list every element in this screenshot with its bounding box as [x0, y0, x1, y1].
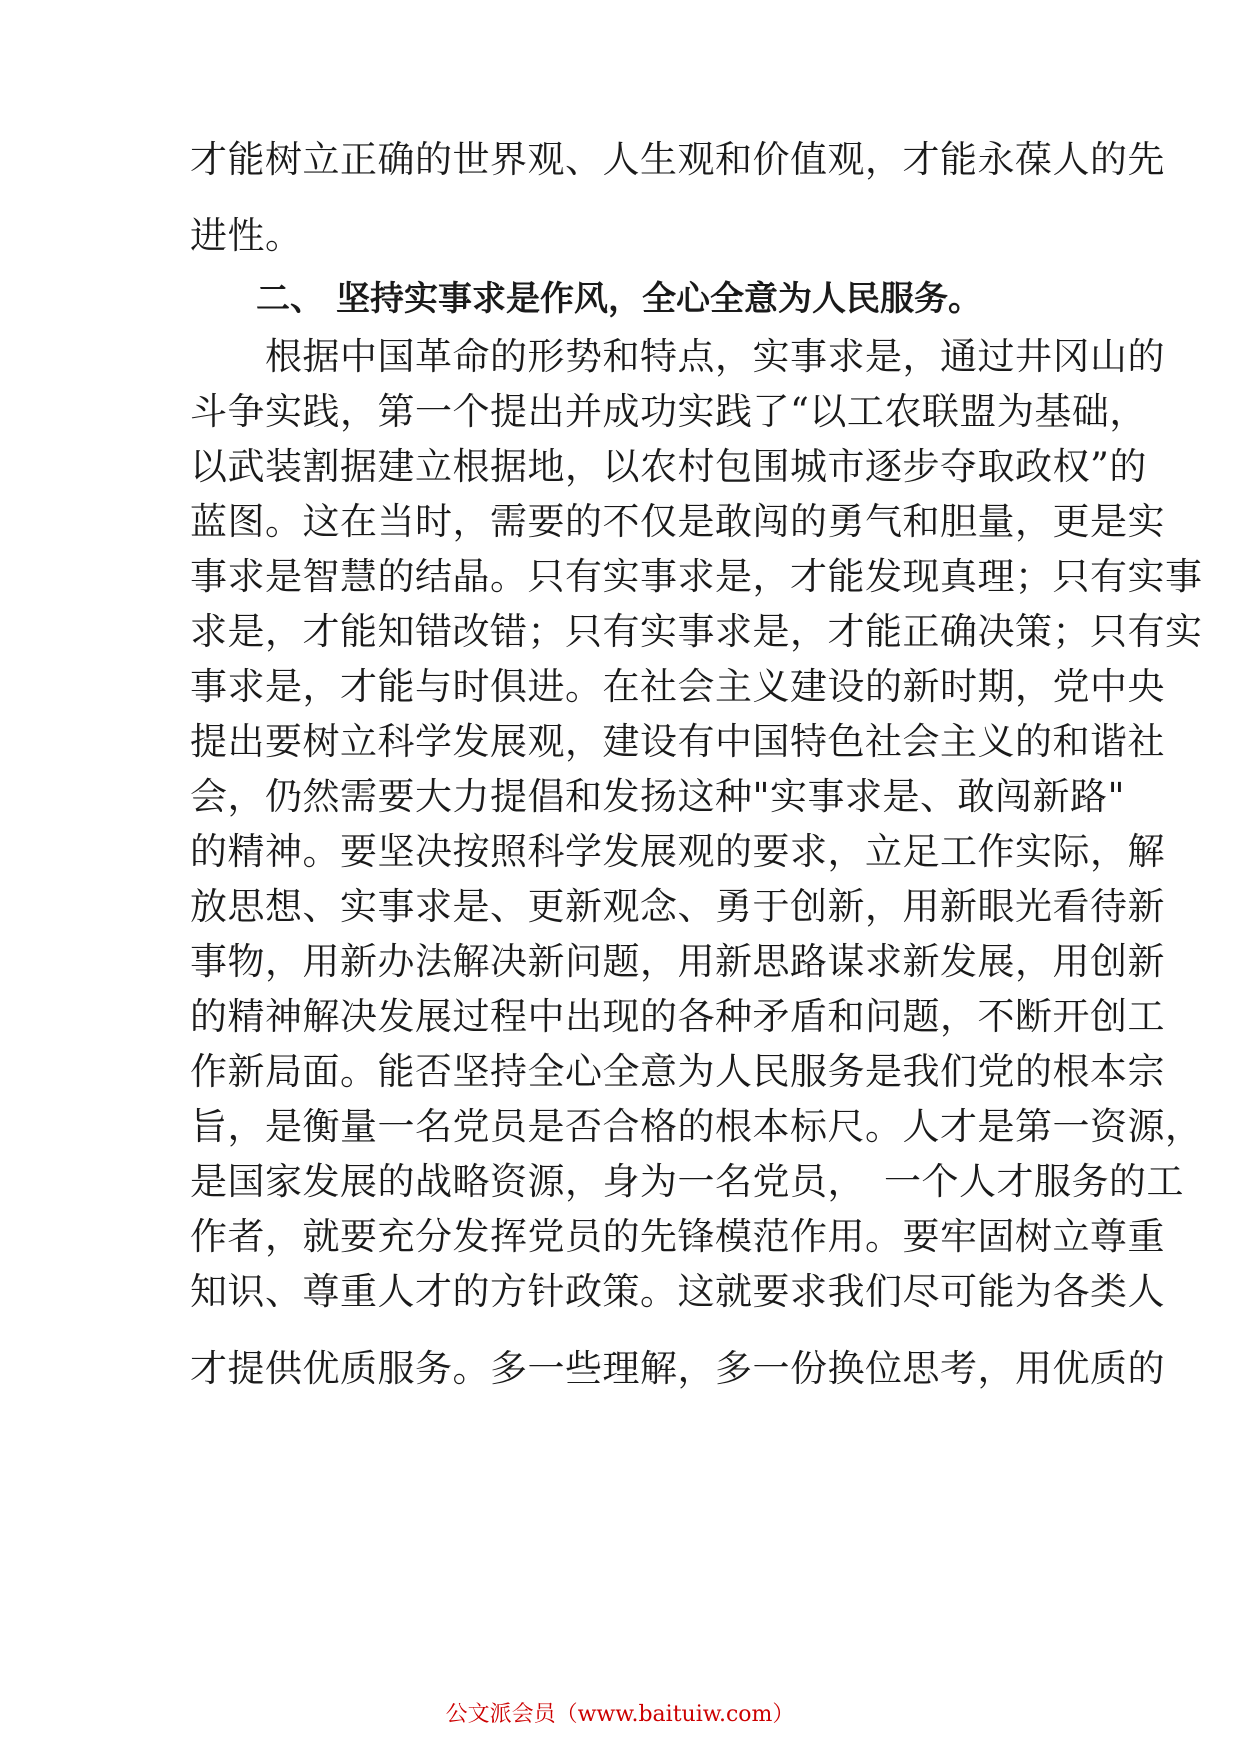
- body-line-5: 事求是智慧的结晶。只有实事求是，才能发现真理；只有实事: [190, 555, 1203, 598]
- body-line-2: 斗争实践，第一个提出并成功实践了“以工农联盟为基础，: [190, 390, 1147, 433]
- body-line-15: 旨，是衡量一名党员是否合格的根本标尺。人才是第一资源，: [190, 1105, 1203, 1148]
- body-line-19: 才提供优质服务。多一些理解，多一份换位思考，用优质的: [190, 1347, 1165, 1390]
- footer-watermark: 公文派会员（www.baituiw.com）: [445, 1702, 795, 1727]
- body-line-17: 作者，就要充分发挥党员的先锋模范作用。要牢固树立尊重: [190, 1215, 1165, 1258]
- body-line-1: 根据中国革命的形势和特点，实事求是，通过井冈山的: [190, 335, 1165, 378]
- body-line-4: 蓝图。这在当时，需要的不仅是敢闯的勇气和胆量，更是实: [190, 500, 1165, 543]
- body-line-18: 知识、尊重人才的方针政策。这就要求我们尽可能为各类人: [190, 1270, 1165, 1313]
- body-line-16: 是国家发展的战略资源，身为一名党员， 一个人才服务的工: [190, 1160, 1184, 1203]
- body-line-6: 求是，才能知错改错；只有实事求是，才能正确决策；只有实: [190, 610, 1203, 653]
- body-line-8: 提出要树立科学发展观，建设有中国特色社会主义的和谐社: [190, 720, 1165, 763]
- body-line-14: 作新局面。能否坚持全心全意为人民服务是我们党的根本宗: [190, 1050, 1165, 1093]
- body-line-10: 的精神。要坚决按照科学发展观的要求，立足工作实际，解: [190, 830, 1165, 873]
- body-line-12: 事物，用新办法解决新问题，用新思路谋求新发展，用创新: [190, 940, 1165, 983]
- section-heading: [256, 277, 982, 321]
- intro-line-2: 进性。: [190, 214, 303, 257]
- body-line-9: 会，仍然需要大力提倡和发扬这种"实事求是、敢闯新路": [190, 775, 1126, 818]
- body-line-13: 的精神解决发展过程中出现的各种矛盾和问题，不断开创工: [190, 995, 1165, 1038]
- section-title: 坚持实事求是作风，全心全意为人民服务。: [336, 279, 982, 319]
- intro-line-1: 才能树立正确的世界观、人生观和价值观，才能永葆人的先: [190, 138, 1165, 181]
- body-line-11: 放思想、实事求是、更新观念、勇于创新，用新眼光看待新: [190, 885, 1165, 928]
- body-line-3: 以武装割据建立根据地，以农村包围城市逐步夺取政权”的: [190, 445, 1147, 488]
- body-line-7: 事求是，才能与时俱进。在社会主义建设的新时期，党中央: [190, 665, 1165, 708]
- section-number: 二、: [256, 279, 324, 319]
